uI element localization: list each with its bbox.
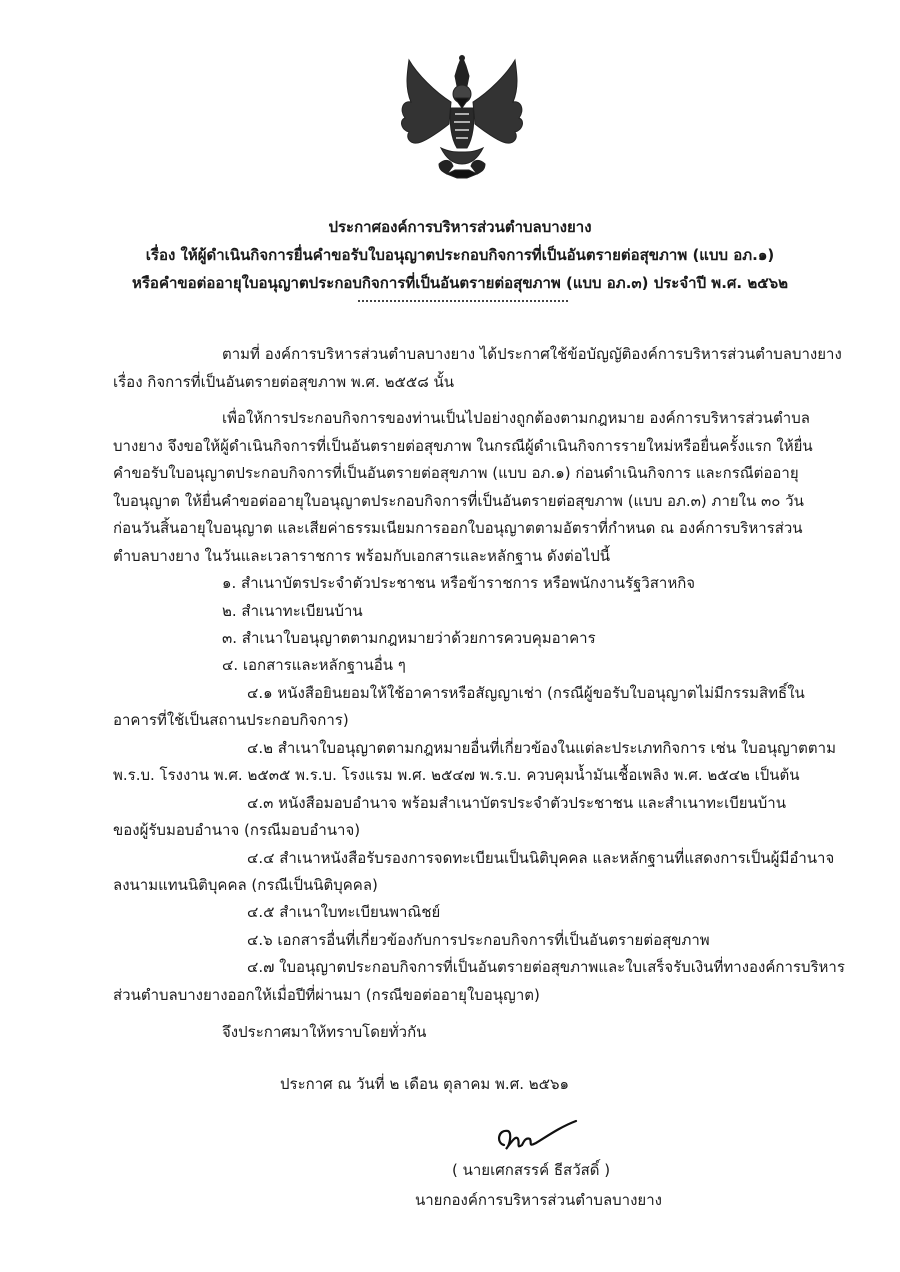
announcement-title: ประกาศองค์การบริหารส่วนตำบลบางยาง	[328, 218, 592, 236]
dotted-separator	[358, 300, 568, 302]
closing-line: จึงประกาศมาให้ทราบโดยทั่วกัน	[222, 1023, 427, 1041]
body-line: บางยาง จึงขอให้ผู้ดำเนินกิจการที่เป็นอันตรายต่อสุขภาพ ในกรณีผู้ดำเนินกิจการรายใหม่หรือยื่นครั้งแรก ให้ยื่น	[113, 437, 813, 455]
signatory-position: นายกองค์การบริหารส่วนตำบลบางยาง	[415, 1191, 662, 1209]
sub-list-item: ๔.๔ สำเนาหนังสือรับรองการจดทะเบียนเป็นนิติบุคคล และหลักฐานที่แสดงการเป็นผู้มีอำนาจ	[247, 849, 835, 867]
list-item: ๑. สำเนาบัตรประจำตัวประชาชน หรือข้าราชการ หรือพนักงานรัฐวิสาหกิจ	[222, 574, 696, 592]
body-line: ตามที่ องค์การบริหารส่วนตำบลบางยาง ได้ประกาศใช้ข้อบัญญัติองค์การบริหารส่วนตำบลบางยาง	[222, 345, 842, 363]
list-item: ๔. เอกสารและหลักฐานอื่น ๆ	[222, 656, 406, 674]
sub-list-item: ๔.๗ ใบอนุญาตประกอบกิจการที่เป็นอันตรายต่อสุขภาพและใบเสร็จรับเงินที่ทางองค์การบริหาร	[247, 958, 845, 976]
sub-list-item: ๔.๒ สำเนาใบอนุญาตตามกฎหมายอื่นที่เกี่ยวข้องในแต่ละประเภทกิจการ เช่น ใบอนุญาตตาม	[247, 739, 836, 757]
sub-list-item: ส่วนตำบลบางยางออกให้เมื่อปีที่ผ่านมา (กรณีขอต่ออายุใบอนุญาต)	[113, 986, 540, 1004]
garuda-emblem-icon	[395, 52, 530, 182]
sub-list-item: ๔.๑ หนังสือยินยอมให้ใช้อาคารหรือสัญญาเช่า (กรณีผู้ขอรับใบอนุญาตไม่มีกรรมสิทธิ์ใน	[247, 684, 805, 702]
body-line: คำขอรับใบอนุญาตประกอบกิจการที่เป็นอันตรายต่อสุขภาพ (แบบ อภ.๑) ก่อนดำเนินกิจการ และกรณีต่ออายุ	[113, 464, 799, 482]
sub-list-item: ของผู้รับมอบอำนาจ (กรณีมอบอำนาจ)	[113, 821, 361, 839]
body-line: ใบอนุญาต ให้ยื่นคำขอต่ออายุใบอนุญาตประกอบกิจการที่เป็นอันตรายต่อสุขภาพ (แบบ อภ.๓) ภายใน ๓๐ วัน	[113, 492, 804, 510]
body-line: เพื่อให้การประกอบกิจการของท่านเป็นไปอย่างถูกต้องตามกฎหมาย องค์การบริหารส่วนตำบล	[222, 409, 810, 427]
sub-list-item: อาคารที่ใช้เป็นสถานประกอบกิจการ)	[113, 711, 349, 729]
sub-list-item: พ.ร.บ. โรงงาน พ.ศ. ๒๕๓๕ พ.ร.บ. โรงแรม พ.ศ. ๒๕๔๗ พ.ร.บ. ควบคุมน้ำมันเชื้อเพลิง พ.ศ. ๒๕๔๒ เป็นต้น	[113, 766, 800, 784]
signatory-name: ( นายเศกสรรค์ ธีสวัสดิ์ )	[452, 1161, 611, 1179]
sub-list-item: ๔.๖ เอกสารอื่นที่เกี่ยวข้องกับการประกอบกิจการที่เป็นอันตรายต่อสุขภาพ	[247, 931, 710, 949]
announcement-date: ประกาศ ณ วันที่ ๒ เดือน ตุลาคม พ.ศ. ๒๕๖๑	[280, 1075, 570, 1093]
body-line: ตำบลบางยาง ในวันและเวลาราชการ พร้อมกับเอกสารและหลักฐาน ดังต่อไปนี้	[113, 547, 611, 565]
sub-list-item: ลงนามแทนนิติบุคคล (กรณีเป็นนิติบุคคล)	[113, 876, 378, 894]
announcement-subject-line-1: เรื่อง ให้ผู้ดำเนินกิจการยื่นคำขอรับใบอนุญาตประกอบกิจการที่เป็นอันตรายต่อสุขภาพ (แบบ อภ.๑)	[145, 246, 775, 264]
list-item: ๒. สำเนาทะเบียนบ้าน	[222, 602, 363, 620]
signature-icon	[490, 1115, 580, 1159]
list-item: ๓. สำเนาใบอนุญาตตามกฎหมายว่าด้วยการควบคุมอาคาร	[222, 629, 596, 647]
announcement-subject-line-2: หรือคำขอต่ออายุใบอนุญาตประกอบกิจการที่เป็นอันตรายต่อสุขภาพ (แบบ อภ.๓) ประจำปี พ.ศ. ๒๕๖๒	[131, 274, 788, 292]
sub-list-item: ๔.๓ หนังสือมอบอำนาจ พร้อมสำเนาบัตรประจำตัวประชาชน และสำเนาทะเบียนบ้าน	[247, 794, 786, 812]
body-line: ก่อนวันสิ้นอายุใบอนุญาต และเสียค่าธรรมเนียมการออกใบอนุญาตตามอัตราที่กำหนด ณ องค์การบริหารส่วน	[113, 519, 803, 537]
body-line: เรื่อง กิจการที่เป็นอันตรายต่อสุขภาพ พ.ศ. ๒๕๕๘ นั้น	[113, 373, 455, 391]
sub-list-item: ๔.๕ สำเนาใบทะเบียนพาณิชย์	[247, 903, 441, 921]
